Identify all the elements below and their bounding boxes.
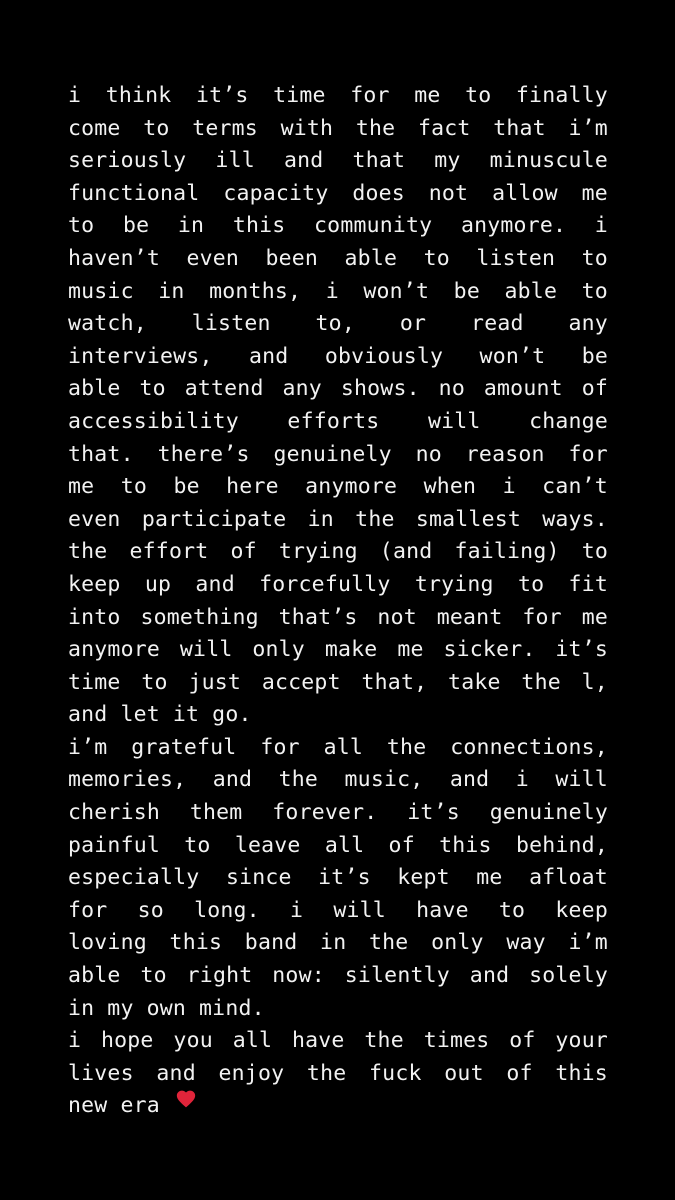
word: it xyxy=(172,702,200,728)
text-line xyxy=(68,895,608,928)
story-text xyxy=(68,80,608,1123)
word: of xyxy=(581,376,608,402)
word: no xyxy=(438,376,465,402)
word: haven’t xyxy=(68,245,161,271)
word: silently xyxy=(344,963,450,989)
word: to xyxy=(141,669,168,695)
text-line xyxy=(68,373,608,406)
text-line xyxy=(68,276,608,309)
word: trying xyxy=(278,539,358,565)
word: the xyxy=(369,930,409,956)
text-line xyxy=(68,634,608,667)
word: allow xyxy=(492,180,558,206)
word: there’s xyxy=(157,441,250,467)
word: will xyxy=(333,897,386,923)
word: effort xyxy=(129,539,209,565)
word: music xyxy=(68,278,134,304)
text-line xyxy=(68,308,608,341)
word: your xyxy=(555,1028,608,1054)
word: i’m xyxy=(568,930,608,956)
word: i’m xyxy=(68,734,108,760)
text-line xyxy=(68,699,608,732)
word: it’s xyxy=(407,800,460,826)
word: anymore. xyxy=(460,213,567,239)
word: obviously xyxy=(324,343,444,369)
word: the xyxy=(306,1060,347,1086)
word: i xyxy=(515,767,529,793)
text-line xyxy=(68,210,608,243)
word: to xyxy=(120,474,148,500)
text-line xyxy=(68,504,608,537)
word: behind, xyxy=(515,832,608,858)
word: so xyxy=(137,897,164,923)
word: keep xyxy=(555,897,608,923)
word: the xyxy=(278,767,319,793)
word: the xyxy=(355,506,395,532)
word: (and xyxy=(379,539,433,565)
word: even xyxy=(186,245,240,271)
word: in xyxy=(307,506,334,532)
word: band xyxy=(244,930,298,956)
text-line xyxy=(68,536,608,569)
word: to xyxy=(581,539,608,565)
text-line xyxy=(68,406,608,439)
word: here xyxy=(226,474,279,500)
word: my xyxy=(434,148,461,174)
word: times xyxy=(423,1028,490,1054)
word: afloat xyxy=(529,865,608,891)
word: me xyxy=(581,180,608,206)
word: leave xyxy=(234,832,301,858)
word: fact xyxy=(417,115,471,141)
word: i’m xyxy=(568,115,608,141)
text-line xyxy=(68,1090,608,1123)
word: for xyxy=(522,604,562,630)
word: that’s xyxy=(278,604,358,630)
word: of xyxy=(230,539,257,565)
text-line xyxy=(68,764,608,797)
word: new xyxy=(68,1093,108,1119)
word: seriously xyxy=(68,148,187,174)
word: loving xyxy=(68,930,147,956)
word: capacity xyxy=(223,180,329,206)
text-line xyxy=(68,960,608,993)
word: meant xyxy=(436,604,503,630)
text-line xyxy=(68,862,608,895)
text-line xyxy=(68,797,608,830)
word: been xyxy=(265,245,319,271)
word: finally xyxy=(515,83,608,108)
word: any xyxy=(568,311,608,337)
text-line xyxy=(68,830,608,863)
word: all xyxy=(324,832,365,858)
word: anymore xyxy=(305,474,398,500)
word: me xyxy=(397,637,424,663)
word: efforts xyxy=(287,408,380,434)
word: just xyxy=(188,669,242,695)
story-paragraph xyxy=(68,80,608,732)
text-line xyxy=(68,993,608,1026)
word: time xyxy=(273,83,326,108)
word: able xyxy=(68,963,121,989)
word: me xyxy=(476,865,503,891)
word: out xyxy=(444,1060,484,1086)
word: me xyxy=(414,83,441,108)
word: accessibility xyxy=(68,408,239,434)
word: or xyxy=(399,311,427,337)
word: that, xyxy=(361,669,428,695)
word: you xyxy=(173,1028,213,1054)
word: have xyxy=(416,897,469,923)
word: my xyxy=(107,995,134,1021)
text-line xyxy=(68,145,608,178)
text-line xyxy=(68,471,608,504)
word: attend xyxy=(184,376,264,402)
word: and xyxy=(156,1060,196,1086)
word: painful xyxy=(68,832,161,858)
word: will xyxy=(555,767,608,793)
word: for xyxy=(350,83,390,108)
word: able xyxy=(68,376,121,402)
word: terms xyxy=(192,115,258,141)
word: to xyxy=(517,571,545,597)
story-paragraph xyxy=(68,732,608,1025)
word: have xyxy=(291,1028,345,1054)
word: cherish xyxy=(68,800,161,826)
word: and xyxy=(283,148,324,174)
word: this xyxy=(169,930,223,956)
word: something xyxy=(140,604,259,630)
word: lives xyxy=(68,1060,134,1086)
word: it’s xyxy=(195,83,249,108)
word: to xyxy=(423,245,450,271)
word: enjoy xyxy=(218,1060,285,1086)
word: mind. xyxy=(199,995,265,1021)
word: take xyxy=(448,669,501,695)
word: the xyxy=(521,669,561,695)
word: forcefully xyxy=(259,571,391,597)
word: able xyxy=(344,245,398,271)
word: memories, xyxy=(68,767,187,793)
word: let xyxy=(120,702,160,728)
word: will xyxy=(179,637,233,663)
word: for xyxy=(260,734,300,760)
word: keep xyxy=(68,571,121,597)
word: not xyxy=(377,604,417,630)
word: of xyxy=(509,1028,536,1054)
word: participate xyxy=(141,506,287,532)
word: i xyxy=(325,278,339,304)
text-line xyxy=(68,113,608,146)
text-line xyxy=(68,602,608,635)
word: in xyxy=(68,995,95,1021)
word: me xyxy=(581,604,608,630)
text-line xyxy=(68,927,608,960)
word: be xyxy=(581,343,608,369)
word: especially xyxy=(68,865,200,891)
word: the xyxy=(364,1028,404,1054)
word: accept xyxy=(261,669,341,695)
word: music, xyxy=(344,767,424,793)
word: even xyxy=(68,506,121,532)
word: connections, xyxy=(450,734,608,760)
story-paragraph xyxy=(68,1025,608,1123)
word: and xyxy=(212,767,253,793)
word: sicker. xyxy=(443,637,536,663)
word: that xyxy=(493,115,546,141)
word: does xyxy=(352,180,405,206)
text-line xyxy=(68,1058,608,1091)
word: smallest xyxy=(415,506,521,532)
word: them xyxy=(189,800,243,826)
word: be xyxy=(122,213,150,239)
word: own xyxy=(146,995,187,1021)
word: community xyxy=(314,213,433,239)
word: failing) xyxy=(454,539,560,565)
word: interviews, xyxy=(68,343,213,369)
word: reason xyxy=(465,441,545,467)
word: i xyxy=(68,83,82,108)
word: into xyxy=(68,604,121,630)
word: this xyxy=(232,213,286,239)
word: this xyxy=(439,832,492,858)
word: me xyxy=(68,474,95,500)
text-line xyxy=(68,439,608,472)
word: no xyxy=(415,441,442,467)
word: functional xyxy=(68,180,200,206)
word: shows. xyxy=(340,376,420,402)
word: long. xyxy=(194,897,260,923)
word: it’s xyxy=(555,637,608,663)
text-line xyxy=(68,80,608,113)
word: anymore xyxy=(68,637,161,663)
word: to xyxy=(139,376,166,402)
word: and xyxy=(249,343,289,369)
text-line xyxy=(68,569,608,602)
word: with xyxy=(280,115,334,141)
word: in xyxy=(158,278,185,304)
word: when xyxy=(423,474,477,500)
word: l, xyxy=(581,669,608,695)
word: the xyxy=(68,539,108,565)
word: make xyxy=(324,637,378,663)
word: and xyxy=(469,963,510,989)
word: solely xyxy=(529,963,608,989)
word: that. xyxy=(68,441,134,467)
text-line xyxy=(68,178,608,211)
word: i xyxy=(290,897,304,923)
word: to xyxy=(581,245,608,271)
word: can’t xyxy=(542,474,608,500)
word: and xyxy=(68,702,108,728)
word: to xyxy=(184,832,211,858)
word: way xyxy=(506,930,546,956)
word: grateful xyxy=(131,734,237,760)
word: will xyxy=(427,408,481,434)
word: listen xyxy=(191,311,271,337)
word: to xyxy=(68,213,95,239)
word: the xyxy=(386,734,427,760)
word: trying xyxy=(414,571,494,597)
word: now: xyxy=(272,963,325,989)
text-line xyxy=(68,667,608,700)
word: in xyxy=(177,213,205,239)
word: be xyxy=(173,474,200,500)
word: genuinely xyxy=(489,800,608,826)
word: go. xyxy=(212,702,252,728)
word: kept xyxy=(397,865,450,891)
word: of xyxy=(388,832,415,858)
word: only xyxy=(431,930,484,956)
word: be xyxy=(453,278,480,304)
word: that xyxy=(352,148,406,174)
word: all xyxy=(323,734,364,760)
word: to xyxy=(581,278,608,304)
word: in xyxy=(320,930,347,956)
word: to xyxy=(140,963,167,989)
word: any xyxy=(282,376,322,402)
word: i xyxy=(594,213,608,239)
word: ways. xyxy=(542,506,608,532)
word: not xyxy=(428,180,469,206)
word: change xyxy=(529,408,608,434)
word: minuscule xyxy=(489,148,608,174)
word: and xyxy=(195,571,235,597)
heart-icon xyxy=(175,1088,197,1110)
word: forever. xyxy=(272,800,378,826)
word: time xyxy=(68,669,121,695)
word: to xyxy=(143,115,170,141)
word: won’t xyxy=(479,343,546,369)
word: to, xyxy=(315,311,355,337)
word: all xyxy=(232,1028,273,1054)
text-line xyxy=(68,1025,608,1058)
word: fuck xyxy=(369,1060,422,1086)
word: since xyxy=(225,865,292,891)
word: it’s xyxy=(318,865,371,891)
word: to xyxy=(465,83,492,108)
text-line xyxy=(68,341,608,374)
word: right xyxy=(186,963,253,989)
word: listen xyxy=(476,245,556,271)
word: months, xyxy=(209,278,302,304)
word: and xyxy=(449,767,490,793)
word: hope xyxy=(101,1028,154,1054)
word: i xyxy=(68,1028,82,1054)
text-line xyxy=(68,732,608,765)
word: era xyxy=(120,1093,160,1119)
word: the xyxy=(355,115,396,141)
word: able xyxy=(504,278,558,304)
word: this xyxy=(555,1060,608,1086)
word: read xyxy=(471,311,524,337)
word: fit xyxy=(568,571,608,597)
word: amount xyxy=(483,376,563,402)
word: to xyxy=(498,897,526,923)
word: only xyxy=(252,637,305,663)
word: for xyxy=(68,897,108,923)
word: for xyxy=(568,441,608,467)
word: of xyxy=(506,1060,533,1086)
word: i xyxy=(502,474,516,500)
word: think xyxy=(105,83,172,108)
text-line xyxy=(68,243,608,276)
word: ill xyxy=(215,148,255,174)
word: come xyxy=(68,115,121,141)
word: won’t xyxy=(363,278,430,304)
word: watch, xyxy=(68,311,147,337)
word: up xyxy=(144,571,172,597)
word: genuinely xyxy=(273,441,392,467)
